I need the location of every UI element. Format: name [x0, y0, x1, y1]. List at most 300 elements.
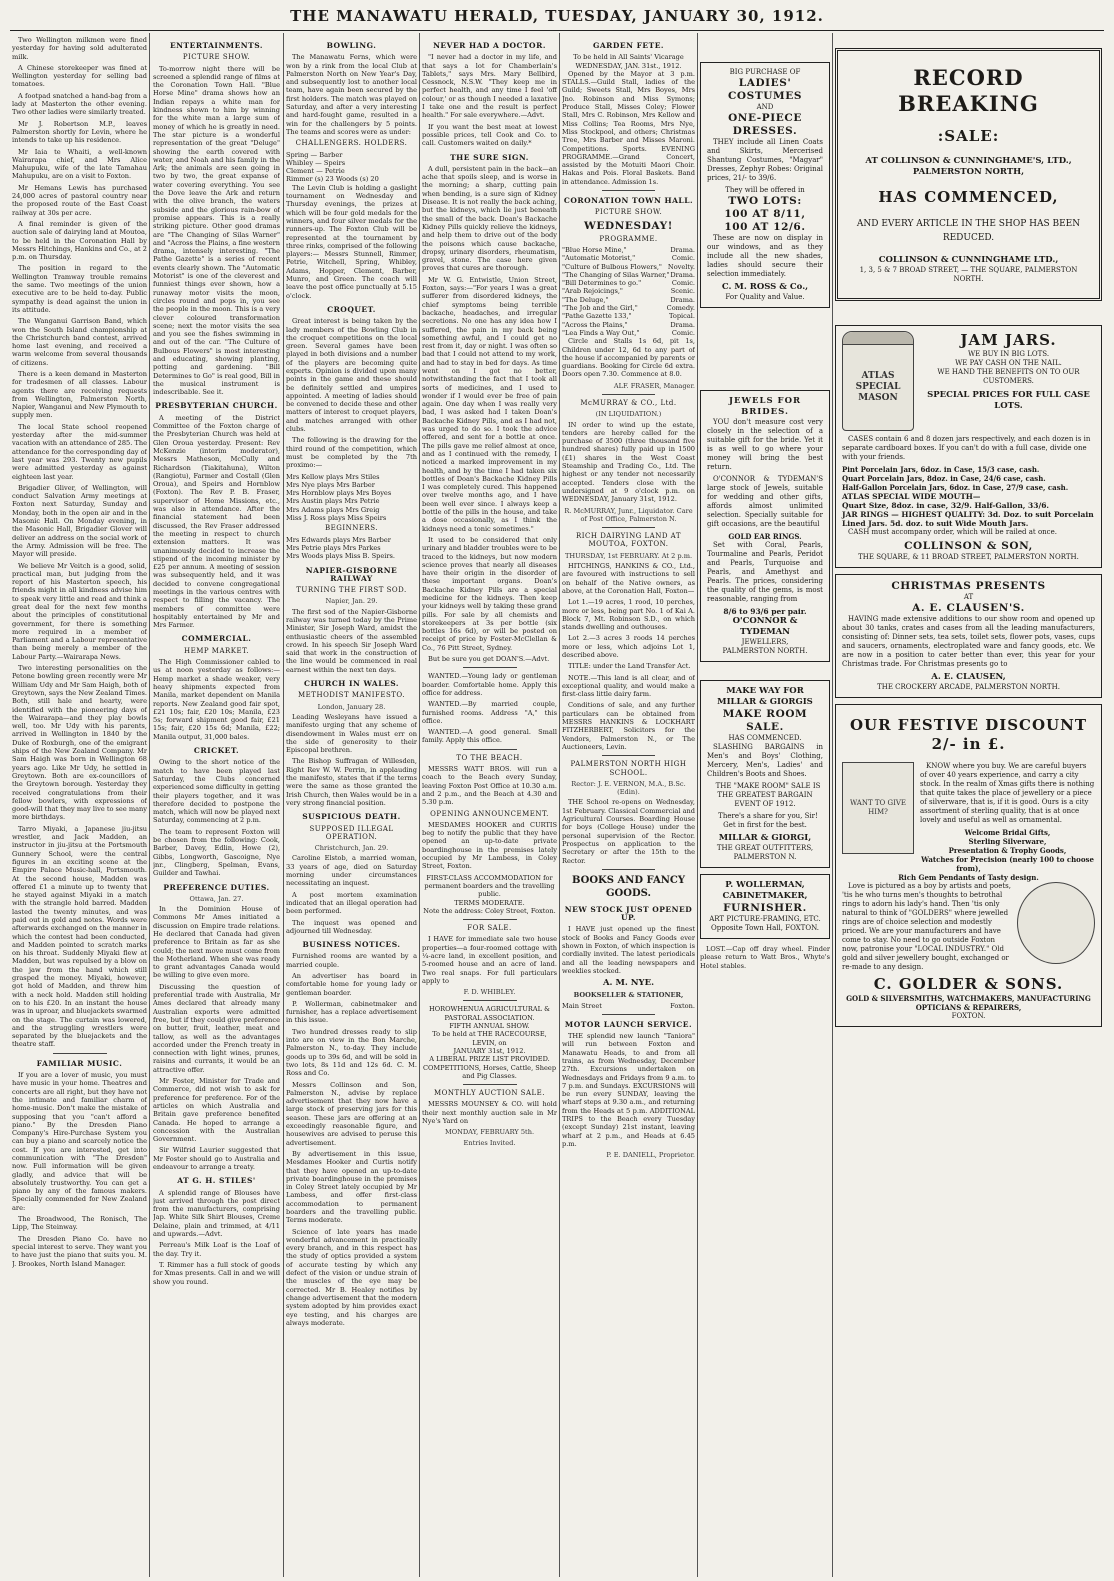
festive-discount-title: OUR FESTIVE DISCOUNT 2/- in £.: [849, 716, 1088, 753]
text-line: FIRST-CLASS ACCOMMODATION for permanent boarders and the travelling public.: [424, 873, 555, 899]
programme-item: [562, 304, 695, 312]
christmas-at: AT: [963, 593, 974, 601]
text-block: [286, 473, 417, 523]
ross-tagline: For Quality and Value.: [725, 293, 805, 301]
text-line: Conditions of sale, and any further particulars can be obtained from MESSRS HANKINS & LOCKHART FITZHERBERT, Solicitors for the Vendors, Palmerston N., or The Auctioneers, Levin.: [562, 701, 695, 751]
news-paragraph: Tarro Miyaki, a Japanese jiu-jitsu wrestler, and Jack Madden, an instructor in jiu-jitsu at the Portsmouth Gunnery School, were the central figures in an exciting scene at the Empire Palace Music-hall, Portsmouth. At the second house, Madden was offered £1 a minute up to twenty that he stayed against Miyaki in a match with the strangle hold barred. Madden lasted the twenty minutes, and was paid out in gold and notes. Words were afterwards exchanged on the manner in which the contest had been conducted, and Madden pointed to scratch marks on his throat. Suddenly Miyaki flew at Madden, but was repulsed by a blow on the jaw from the hand which still grasped the money. Miyaki, however, got hold of Madden, and threw him with a neck hold. Madden still holding on to his £20. In an instant the house was in uproar, and bluejackets swarmed on the stage. The curtain was lowered, and the struggling wrestlers were separated by the bluejackets and the theatre staff.: [12, 824, 147, 1049]
millar-giorgi-advert: [700, 680, 830, 868]
text-block: [286, 184, 417, 300]
jar-rings: JAR RINGS — HIGHEST QUALITY: 3d. Doz. to suit Porcelain Lined Jars. 5d. doz. to suit Wide Mouth Jars.: [842, 510, 1094, 528]
auction-date: MONDAY, FEBRUARY 5th.: [444, 1128, 535, 1137]
jewels-heading: JEWELS FOR BRIDES.: [728, 396, 802, 417]
news-paragraph: Mr Iaia te Whaiti, a well-known Wairarapa chief, and Mrs Alice Mahupuku, wife of the late Tamahau Mahupuku, are on a visit to Foxton.: [12, 147, 147, 181]
text-line: Science of late years has made wonderful advancement in practically every branch, and in this respect has the study of optics provided a system of accurate testing by which any defect of the vision or undue strain of the muscles of the eye may be corrected. Mr B. Healey notifies by change advertisement that the modern system adopted by him provides exact eye testing, and his charges are always moderate.: [286, 1227, 417, 1327]
text-line: Two hundred dresses ready to slip into are on view in the Bon Marche, Palmerston N., to-day. They include goods up to 39s 6d, and will be sold in two lots, 8s 11d and 12s 6d. C. M. Ross and Co.: [286, 1027, 417, 1078]
programme-genre: Drama.: [670, 245, 695, 254]
dateline: Christchurch, Jan. 29.: [314, 844, 389, 853]
jewels-rings: GOLD EAR RINGS.: [728, 532, 802, 541]
text-line: Lot 2.—3 acres 3 roods 14 perches more or less, which adjoins Lot 1, described above.: [562, 634, 695, 659]
jam-jars-text: CASES contain 6 and 8 dozen jars respectively, and each dozen is in separate cardboard boxes. If you can't do with a full case, divide one with your friends.: [842, 435, 1091, 461]
clausen-address: THE CROCKERY ARCADE, PALMERSTON NORTH.: [877, 683, 1060, 691]
dairying-land-heading: RICH DAIRYING LAND AT MOUTOA, FOXTON.: [575, 532, 682, 549]
ross-title: LADIES' COSTUMES: [727, 77, 803, 102]
text-line: The following is the drawing for the third round of the competition, which must be completed by the 7th proximo:—: [286, 436, 417, 470]
column-4: [422, 36, 557, 1574]
commercial-heading: COMMERCIAL.: [181, 634, 252, 644]
programme-item: [562, 271, 695, 279]
make-room-title: MAKE ROOM SALE.: [722, 708, 808, 733]
text-block: [422, 672, 557, 744]
gift-vignette: [842, 762, 914, 854]
cricket-heading: CRICKET.: [193, 746, 240, 756]
text-line: COMPETITIONS, Horses, Cattle, Sheep and Pig Classes.: [422, 1063, 557, 1080]
text-block: [286, 952, 417, 1327]
text-block: [153, 758, 280, 877]
motor-launch-text: THE splendid new launch "Taniora" will run between Foxton and Manawatu Heads, to and from all trains, as from Wednesday, December 27th. Excursions undertaken on Wednesdays and Fridays from 9 a.m. to 7 p.m. and Sundays. EXCURSIONS will be run every SUNDAY, leaving the wharf steps at 9.30 a.m., and returning from the Heads at 5 p.m. ADDITIONAL TRIPS to the Beach every Tuesday (except Sunday) 21st instant, leaving wharf at 2 p.m., and Heads at 6.45 p.m.: [562, 1032, 695, 1148]
text-block: [286, 713, 417, 807]
golder-advert: [835, 704, 1102, 1027]
programme-genre: Topical.: [668, 312, 695, 321]
text-block: [562, 53, 695, 70]
text-line: But be sure you get DOAN'S.—Advt.: [428, 655, 550, 664]
programme-item: [562, 254, 695, 262]
christmas-presents-title: CHRISTMAS PRESENTS: [891, 580, 1046, 592]
column-divider: [559, 33, 560, 1577]
opening-text: MESDAMES HOOKER and CURTIS beg to notify the public that they have opened an up-to-date private boardinghouse in the premises lately occupied by Mr Lambess, in Coley Street, Foxton.: [422, 820, 557, 871]
news-paragraph: A final reminder is given of the auction sale of dairying land at Moutoa, to be held in the Coronation Hall by Messrs Hitchings, Hankins and Co., at 2 p.m. on Thursday.: [12, 219, 147, 262]
wollerman-cabinetmaker: CABINETMAKER,: [722, 891, 808, 901]
text-line: Mrs Hornblow plays Mrs Boyes: [286, 489, 392, 498]
jam-jars-title: JAM JARS.: [960, 331, 1057, 349]
golder-name: C. GOLDER & SONS.: [873, 975, 1064, 993]
ross-title-2: ONE-PIECE DRESSES.: [728, 112, 802, 137]
text-line: Quart Porcelain Jars, 8doz. in Case, 24/6 case, cash.: [842, 474, 1046, 483]
programme-title: "The Changing of Silas Warner,": [562, 270, 670, 279]
text-line: Rich Gem Pendants of Tasty design.: [898, 873, 1039, 882]
text-line: To be held in All Saints' Vicarage: [573, 53, 684, 62]
jar-cash-note: CASH must accompany order, which will be railed at once.: [848, 528, 1057, 536]
news-paragraph: The local State school reopened yesterday after the mid-summer vacation with an attendance of 285. The attendance for the corresponding day of last year was 293. Twenty new pupils were admitted yesterday as against eighteen last year.: [12, 422, 147, 481]
text-line: Furnished rooms are wanted by a married couple.: [286, 952, 417, 969]
programme-genre: Scenic.: [670, 287, 695, 296]
text-line: Discussing the question of preferential trade with Australia, Mr Ames declared that already many Australian exports were admitted free, but if they could give preference on butter, fruit, leather, meat and tallow, as well as the advantages accorded under the French treaty in connection with light wines, prunes, raisins and currants, it would be an attractive offer.: [153, 982, 280, 1074]
garden-fete-heading: GARDEN FETE.: [592, 41, 665, 50]
golder-address: FOXTON.: [951, 1012, 986, 1020]
preference-duties-heading: PREFERENCE DUTIES.: [163, 882, 270, 892]
text-line: Presentation & Trophy Goods,: [948, 846, 1067, 855]
record-has-commenced: HAS COMMENCED,: [878, 188, 1059, 206]
ross-text-2: These are now on display in our windows, and as they include all the new shades, ladies should secure their selection immediately.: [707, 234, 823, 278]
text-line: WEDNESDAY, JAN. 31st., 1912.: [575, 61, 682, 70]
ross-name: C. M. ROSS & Co.,: [721, 282, 809, 292]
text-line: Mrs Edwards plays Mrs Barber: [286, 535, 391, 544]
text-line: WE HAND THE BENEFITS ON TO OUR CUSTOMERS.: [937, 368, 1080, 385]
text-line: NOTE.—This land is all clear, and of exceptional quality, and would make a first-class little dairy farm.: [562, 673, 695, 699]
atlas-heading: ATLAS SPECIAL WIDE MOUTH—: [842, 492, 981, 501]
text-line: To-morrow night there will be screened a splendid range of films at the Coronation Town Hall. "Blue Horse Mine" drama shows how an Indian repays a white man for kindness shown to him by winning for the white man a large sum of money of which he is greatly in need. The star picture is a wonderful representation of the great "Deluge" showing the earth covered with water, and Noah and his family in the Ark; the animals are seen going in two by two, the great expanse of water covering everything. You see the Dove leave the Ark and return with the olive branch, the waters subside and the glorious rain-bow of promise appears. This is a really striking picture. Other good dramas are "The Changing of Silas Warner" and "Across the Plains, a fine western drama, intensely interesting. "The Pathe Gazette" is a series of recent events clearly shown. The "Automatic Motorist" is one of the cleverest and funniest things ever shown, how a runaway motor visits the moon, circles round and pops in, you see the people in the moon. This is a very clever coloured transformation scene; next the motor visits the sea and you see the fishes swimming in and out of the car. "The Culture of Bulbous Flowers" is most interesting and educating, showing planting, potting and gardening. "Bill Determines to Go" is real good, Bill in the musical instrument is indescribable. See it.: [153, 64, 280, 397]
ross-two-lots: TWO LOTS:: [728, 195, 802, 207]
text-line: Pint Porcelain Jars, 6doz. in Case, 15/3 case, cash.: [842, 465, 1040, 474]
motor-launch-heading: MOTOR LAUNCH SERVICE.: [564, 1019, 693, 1029]
jewels-name: O'CONNOR & TYDEMAN: [732, 616, 798, 637]
text-line: Sterling Silverware,: [968, 837, 1047, 846]
text-line: Perreau's Milk Loaf is the Loaf of the day. Try it.: [153, 1241, 280, 1258]
text-line: FIFTH ANNUAL SHOW.: [449, 1022, 530, 1031]
text-block: [286, 53, 417, 136]
text-line: By advertisement in this issue, Mesdames Hooker and Curtis notify that they have opened an up-to-date private boardinghouse in the premises in Coley Street lately occupied by Mr Lambess, and offer first-class accommodation to permanent boarders and the travelling public. Terms moderate.: [286, 1149, 417, 1225]
text-block: [562, 598, 695, 659]
golder-trade: GOLD & SILVERSMITHS, WATCHMAKERS, MANUFACTURING OPTICIANS & REPAIRERS,: [846, 994, 1091, 1012]
festive-text: KNOW where you buy. We are careful buyers of over 40 years experience, and carry a city stock. In the realm of Xmas gifts there is nothing that quite takes the place of jewellery or a piece of silverware, that is, if it is good. Ours is a city assortment of sterling quality, that is at once lovely and useful as well as ornamental.: [920, 762, 1095, 824]
collinson-son-name: COLLINSON & SON,: [904, 540, 1033, 552]
news-paragraph: The Wanganui Garrison Band, which won the South Island championship at the Christchurch band contest, arrived home last evening, and received a warm welcome from several thousands of citizens.: [12, 317, 147, 367]
text-block: [422, 53, 557, 147]
liquidation-signature: R. McMURRAY, Junr., Liquidator. Care of Post Office, Palmerston N.: [564, 506, 693, 523]
column-2: [153, 36, 280, 1574]
wollerman-advert: [700, 874, 830, 939]
clausen-name: A. E. CLAUSEN'S.: [912, 602, 1025, 614]
news-paragraph: Mr J. Robertson M.P., leaves Palmerston shortly for Levin, where he intends to take up his residence.: [12, 119, 147, 145]
text-line: TITLE: under the Land Transfer Act.: [568, 662, 691, 671]
text-line: WANTED.—A good general. Small family. Apply this office.: [422, 728, 557, 745]
ross-text: THEY include all Linen Coats and Skirts, Mercerised Shantung Costumes, "Magyar" Dresses, Zephyr Robes: Original prices, 21/- to 39/6.: [707, 138, 823, 182]
ross-lot-2: 100 AT 12/6.: [724, 221, 806, 233]
text-line: A post mortem examination indicated that an illegal operation had been performed.: [286, 890, 417, 916]
text-line: Mrs Adams plays Mrs Greig: [286, 505, 380, 514]
make-room-text: SLASHING BARGAINS in Men's and Boys' Clothing, Mercery, Men's, Ladies' and Children's Boots and Shoes.: [707, 743, 823, 778]
methodist-subheading: METHODIST MANIFESTO.: [298, 691, 405, 700]
text-line: If you want the best meat at lowest possible prices, tell Cook and Co. to call. Customers waited on daily.*: [422, 122, 557, 148]
jam-jars-special: SPECIAL PRICES FOR FULL CASE LOTS.: [927, 390, 1090, 411]
text-block: [286, 151, 417, 184]
text-block: [286, 317, 417, 469]
programme-genre: Novelty.: [667, 262, 695, 271]
music-paragraph: The Broadwood, The Ronisch, The Lipp, The Steinway.: [12, 1215, 147, 1232]
text-block: [562, 662, 695, 751]
record-address: 1, 3, 5 & 7 BROAD STREET, — THE SQUARE, PALMERSTON NORTH.: [859, 266, 1078, 283]
programme-heading: PROGRAMME.: [599, 234, 658, 243]
garden-fete-text: Opened by the Mayor at 3 p.m. STALLS.—Guild Stall, ladies of the Guild; Sweets Stall, Mrs Boyes, Mrs Jno. Robinson and Miss Symons; Produce Stall, Misses Coley; Flower Stall, Mrs C. Robinson, Mrs Kellow and Miss Collins; Tea Rooms, Mrs Nye, Miss Stockpool, and others; Christmas Tree, Mrs Barber and Misses Maroni. Competitions. Sports. EVENING PROGRAMME.—Grand Concert, assisted by the Motuiti Maori Choir. Hakas and Pois. Floral Baskets. Band in attendance. Admission 1s.: [562, 69, 695, 186]
programme-item: [562, 287, 695, 295]
coronation-hall-heading: CORONATION TOWN HALL.: [563, 196, 694, 206]
text-line: Clement — Petrie: [286, 167, 345, 176]
programme-title: "Lea Finds a Way Out,": [562, 328, 640, 337]
programme-item: [562, 312, 695, 320]
column-divider: [283, 33, 284, 1577]
high-school-text: THE School re-opens on Wednesday, 1st February. Classical Commercial and Agricultural Courses. Boarding House for boys (College House) under the personal supervision of the Rector. Prospectus on application to the Secretary or after the 15th to the Rector.: [562, 798, 695, 865]
text-line: Mr Foster, Minister for Trade and Commerce, did not wish to ask for preference for preference. For of the articles on which Australia and Britain gave preference benefited Canada. He hoped to arrange a concession with the Australian Government.: [153, 1077, 280, 1144]
programme-genre: Drama.: [670, 270, 695, 279]
text-line: Messrs Collinson and Son, Palmerston N., advise by replace advertisement that they now have a large stock of preserving jars for this season. These jars are offering at an exceedingly reasonable figure, and housewives are advised to peruse this advertisement.: [286, 1080, 417, 1147]
text-block: [153, 905, 280, 1171]
books-subheading: NEW STOCK JUST OPENED UP.: [564, 904, 693, 923]
text-line: Watches for Precision (nearly 100 to choose from),: [921, 855, 1094, 873]
text-line: Mrs Nye plays Mrs Barber: [286, 480, 375, 489]
ross-small-heading: BIG PURCHASE OF: [729, 68, 801, 76]
jewels-address: PALMERSTON NORTH.: [722, 647, 808, 655]
bowling-heading: BOWLING.: [326, 41, 377, 50]
column-3: [286, 36, 417, 1574]
text-line: Welcome Bridal Gifts,: [964, 828, 1051, 837]
coronation-prices: Circle and Stalls 1s 6d, pit 1s, Children under 12, 6d to any part of the house if accompanied by parents or guardians. Booking for Circle 6d extra. Doors open 7.30. Commence at 8.0.: [562, 337, 695, 379]
auction-text: MESSRS MOUNSEY & CO. will hold their next monthly auction sale in Mr Nye's Yard on: [422, 1100, 557, 1126]
programme-title: "Blue Horse Mine,": [562, 245, 627, 254]
programme-title: "Culture of Bulbous Flowers,": [562, 262, 662, 271]
programme-genre: Drama.: [670, 295, 695, 304]
record-every-article: AND EVERY ARTICLE IN THE SHOP HAS BEEN REDUCED.: [856, 219, 1081, 243]
record-breaking-advert: [835, 48, 1102, 301]
news-paragraph: Brigadier Gliver, of Wellington, will conduct Salvation Army meetings at Foxton next Saturday, Sunday and Monday, both in the open air and in the Masonic Hall. On Monday evening, in the Masonic Hall, Brigadier Glover will deliver an address on the social work of the Army. Admission will be free. The Mayor will preside.: [12, 483, 147, 559]
text-block: [153, 65, 280, 397]
text-line: WE BUY IN BIG LOTS.: [967, 350, 1050, 358]
text-line: Miss J. Ross plays Miss Speirs: [286, 514, 387, 523]
programme-item: [562, 263, 695, 271]
bowling-table-header: CHALLENGERS. HOLDERS.: [295, 139, 408, 148]
liquidation-sub: (IN LIQUIDATION.): [595, 410, 662, 419]
programme-item: [562, 279, 695, 287]
liquidation-text: IN order to wind up the estate, tenders are hereby called for the purchase of 3500 (three thousand five hundred shares) fully paid up in 1500 (£1) shares in the West Coast Steamship and Trading Co., Ltd. The highest or any tender not necessarily accepted. Tenders close with the undersigned at 9 o'clock p.m. on WEDNESDAY, January 31st, 1912.: [562, 420, 695, 504]
news-paragraph: Two Wellington milkmen were fined yesterday for having sold adulterated milk.: [12, 36, 147, 61]
wednesday-title: WEDNESDAY!: [584, 219, 673, 232]
text-line: Mrs Petrie plays Mrs Parkes: [286, 543, 381, 552]
hemp-market-subheading: HEMP MARKET.: [183, 646, 249, 655]
high-school-rector: Rector: J. E. VERNON, M.A., B.Sc. (Edin).: [571, 779, 686, 797]
programme-title: "Pathe Gazette 133,": [562, 312, 632, 321]
jar-illustration: [842, 331, 914, 431]
text-line: Note the address: Coley Street, Foxton.: [423, 906, 556, 915]
text-block: [153, 414, 280, 630]
dateline: Ottawa, Jan. 27.: [189, 894, 244, 903]
programme-item: [562, 321, 695, 329]
text-line: Sir Wilfrid Laurier suggested that Mr Foster should go to Australia and endeavour to arrange a treaty.: [153, 1146, 280, 1171]
make-room-text-3: There's a share for you, Sir! Get in first for the best.: [718, 812, 818, 829]
festive-text-2: Love is pictured as a boy by artists and poets, 'tis he who turns men's thoughts to betrothal rings to adorn his lady's hand. Then 'tis only natural to think of "GOLDERS" where jewelled rings are of choice selection and modestly priced. We are your manufacturers and have come to stay. No need to go outside Foxton now, patronise your "LOCAL INDUSTRY." Old gold and silver jewellery bought, exchanged or re-made to any design.: [842, 882, 1011, 971]
jewels-text: YOU don't measure cost very closely in the selection of a suitable gift for the bride. Yet it is as well to go where your money will bring the best return.: [707, 418, 823, 471]
dairying-land-text: HITCHINGS, HANKINS & CO., Ltd., are favoured with instructions to sell on behalf of the Native owners, as above, at the Coronation Hall, Foxton—: [562, 562, 695, 595]
programme-genre: Drama.: [670, 320, 695, 329]
clausen-advert: [835, 574, 1102, 698]
text-line: Spring — Barber: [286, 150, 343, 159]
masthead-rule: [10, 30, 1104, 31]
lost-notice: LOST.—Cap off dray wheel. Finder please return to Watt Bros., Whyte's Hotel stables.: [700, 945, 830, 970]
dateline: London, January 28.: [317, 702, 386, 711]
atlas-prices: Quart Size, 8doz. in case, 32/9. Half-Gallon, 33/6.: [842, 501, 1050, 510]
programme-item: [562, 329, 695, 337]
record-breaking-title: RECORD BREAKING: [898, 65, 1039, 116]
text-block: [153, 658, 280, 741]
books-street: Main Street: [562, 1001, 602, 1010]
text-line: Mrs Austin plays Mrs Petrie: [286, 497, 380, 506]
text-line: Lot 1.—19 acres, 1 rood, 10 perches, more or less, being part No. 1 of Kai A. Block 7, Mt. Robinson S.D., on which stands dwelling and outhouses.: [562, 598, 695, 632]
books-heading: BOOKS AND FANCY GOODS.: [571, 874, 686, 899]
column-divider: [832, 33, 833, 1577]
text-line: Leading Wesleyans have issued a manifesto urging that any scheme of disendowment in Wales must err on the side of generosity to their Episcopal brethren.: [286, 712, 417, 755]
text-block: [422, 874, 557, 915]
cupid-vignette: [1017, 882, 1095, 964]
text-line: A dull, persistent pain in the back—an ache that spoils sleep, and is worse in the morning; a sharp, cutting pain when bending, is a sure sign of Kidney Disease. It is not really the back aching, but the kidneys, which lie just beneath the small of the back. Doan's Backache Kidney Pills quickly relieve the kidneys, and help them to drive out of the body the poisons which cause backache, dropsy, urinary disorders, rheumatism, gravel, stone. The case here given proves that cures are thorough.: [422, 164, 557, 273]
text-line: WANTED.—By married couple, furnished rooms. Address "A," this office.: [422, 700, 557, 725]
programme-genre: Comedy.: [666, 304, 695, 313]
make-room-text-2: THE "MAKE ROOM" SALE IS THE GREATEST BARGAIN EVENT OF 1912.: [715, 782, 821, 808]
text-line: An advertiser has board in comfortable home for young lady or gentleman boarder.: [286, 971, 417, 997]
text-block: [286, 536, 417, 561]
railway-heading: NAPIER-GISBORNE RAILWAY: [305, 565, 398, 583]
masthead: THE MANAWATU HERALD, TUESDAY, JANUARY 30, 1912.: [290, 7, 824, 25]
column-divider: [697, 33, 698, 1577]
railway-subheading: TURNING THE FIRST SOD.: [296, 586, 407, 595]
programme-title: "The Deluge,": [562, 295, 609, 304]
text-line: Mr W. G. Entwistle, Union Street, Foxton, says:—"For years I was a great sufferer from disordered kidneys, the chief symptoms being terrible backache, headaches, and irregular secretions. No one has any idea how I suffered, the pain in my back being something awful, and I could get no rest from it, day or night. I was often so bad that I could not attend to my work, and had to stay in bed for days. As time went on I got no better, notwithstanding the fact that I took all sorts of medicines, and I used to wonder if I would ever be free of pain again. One day when I was really very bad, I was asked had I taken Doan's Backache Kidney Pills, and as I had not, was urged to do so. I took the advice offered, and sent for a bottle at once. The pills gave me relief almost at once, and as I continued with the remedy, I noticed a marked improvement in my health, and by the time I had taken six bottles of Doan's Backache Kidney Pills I was completely cured. This happened over twelve months ago, and I have been well ever since. I always keep a bottle of the pills in the house, and take a dose occasionally, as I think the kidneys need a tonic sometimes.": [422, 275, 557, 533]
programme-title: "Arab Rejoicings,": [562, 287, 623, 296]
clausen-text: HAVING made extensive additions to our show room and opened up about 30 tanks, crates and cases from all the leading manufacturers, consisting of: Dinner sets, tea sets, toilet sets, flower pots, vases, cups and saucers, ornaments, electroplated ware and fancy goods, etc. We are now in a position to cater better than ever, this year for your Christmas trade. For Christmas presents go to: [842, 615, 1095, 668]
picture-show-subheading: PICTURE SHOW.: [182, 53, 251, 62]
make-room-commenced: HAS COMMENCED.: [728, 734, 802, 742]
jewels-text-2: O'CONNOR & TYDEMAN'S large stock of Jewels, suitable for wedding and other gifts, affords almost unlimited selection. Specially suitable for gift occasions, are the beautiful: [707, 475, 823, 528]
text-line: T. Rimmer has a full stock of goods for Xmas presents. Call in and we will show you round.: [153, 1260, 280, 1286]
business-notices-heading: BUSINESS NOTICES.: [302, 940, 401, 950]
text-line: The High Commissioner cabled to us at noon yesterday as follows:—Hemp market a shade weaker, very heavy shipments expected from Manila, market dependent on Manila reports. New Zealand good fair spot, £21 10s; fair, £20 10s; Manila, £23 5s; forward shipment good fair, £21 15s; fair, £20 15s 6d; Manila, £22; Manila output, 31,000 bales.: [153, 658, 280, 741]
column-1: [12, 36, 147, 1574]
programme-item: [562, 296, 695, 304]
news-paragraph: A footpad snatched a hand-bag from a lady at Masterton the other evening. Two other ladies were similarly treated.: [12, 91, 147, 117]
ross-lot-1: 100 AT 8/11,: [724, 208, 806, 220]
text-line: A meeting of the District Committee of the Foxton charge of the Presbyterian Church was held at Glen Oroua yesterday. Present: Rev McKenzie (interim moderator), Messrs Matheson, McCully and Richardson (Tiakitahuna), Wilton (Rangiotu), Farmer and Costall (Glen Oroua), and Speirs and Hornblow (Foxton). The Rev P. B. Fraser, supervisor of Home Missions, etc., was also in attendance. After the financial statement had been discussed, the Rev Fraser addressed the meeting in respect to church extension matters. It was unanimously decided to increase the stipend of the incoming minister by £25 per annum. A meeting of session was subsequently held, and it was decided to convene congregational meetings in the various centres with respect to filling the vacancy. The members of committee were hospitably entertained by Mr and Mrs Farmer.: [153, 413, 280, 630]
beach-heading: TO THE BEACH.: [456, 753, 523, 762]
wollerman-name: P. WOLLERMAN,: [725, 880, 805, 890]
news-paragraph: The position in regard to the Wellington Tramway trouble remains the same. Two meetings of the union executive are to be held to-day. Public sympathy is dead against the union in its attitude.: [12, 264, 147, 314]
for-sale-heading: FOR SALE.: [467, 924, 512, 933]
column-6: [700, 36, 830, 1574]
text-line: TERMS MODERATE.: [454, 898, 525, 907]
column-divider: [419, 33, 420, 1577]
record-sale-title: :SALE:: [937, 127, 1000, 145]
news-paragraph: There is a keen demand in Masterton for tradesmen of all classes. Labour agents there are receiving requests from Wellington, Palmerston North, Napier, Wanganui and New Plymouth to supply men.: [12, 369, 147, 420]
dairying-land-date: THURSDAY, 1st FEBRUARY. At 2 p.m.: [564, 551, 693, 560]
jewels-advert: [700, 390, 830, 662]
high-school-heading: PALMERSTON NORTH HIGH SCHOOL.: [570, 760, 687, 777]
clausen-signature: A. E. CLAUSEN,: [931, 672, 1006, 682]
text-line: Whibley — Speirs: [286, 158, 346, 167]
text-line: The team to represent Foxton will be chosen from the following: Cook, Barber, Davey, Edlin, Howe (2), Gibbs, Longworth, Gascoigne, Nye jnr., Clingberg, Spelman, Evans, Guilder and Tawhai.: [153, 827, 280, 878]
programme-genre: Comic.: [671, 254, 695, 263]
croquet-heading: CROQUET.: [327, 304, 376, 314]
programme-item: [562, 246, 695, 254]
wollerman-address: Opposite Town Hall, FOXTON.: [711, 924, 819, 932]
wollerman-furnisher: FURNISHER.: [723, 902, 807, 914]
text-line: Caroline Elstob, a married woman, 33 years of age, died on Saturday morning under circumstances necessitating an inquest.: [286, 854, 417, 888]
text-line: To be held at THE RACECOURSE, LEVIN, on: [432, 1030, 547, 1047]
church-wales-heading: CHURCH IN WALES.: [304, 679, 399, 689]
record-at: AT COLLINSON & CUNNINGHAME'S, LTD., PALMERSTON NORTH,: [865, 156, 1072, 177]
text-line: Great interest is being taken by the lady members of the Bowling Club in the croquet competitions on the local green. Several games have been played in both divisions and a number of the players are becoming quite experts. Opinion is divided upon many points in the game and these should be definitely settled and umpires appointed. A meeting of ladies should be convened to decide these and other matters of interest to croquet players, and matches arranged with other clubs.: [286, 317, 417, 434]
news-paragraph: Two interesting personalities on the Petone bowling green recently were Mr William Udy and Mr Sam Haigh, both of Greytown, says the New Zealand Times. Both, still hale and hearty, were identified with the pioneering days of the Wairarapa—and they play bowls well, too. Mr Udy with his parents, arrived in Wellington in 1840 by the Duke of Roxburgh, one of the emigrant ships of the New Zealand Company. Mr Sam Haigh was born in Wellington 68 years ago. Like Mr Udy, he settled in Greytown. Both are ex-councillors of the Greytown borough. Yesterday they received congratulations from their fellow bowlers, with expressions of good-will that they may live to see many more birthdays.: [12, 664, 147, 822]
dateline: Napier, Jan. 29.: [325, 597, 378, 606]
picture-show-subheading: PICTURE SHOW.: [594, 208, 663, 217]
text-line: It used to be considered that only urinary and bladder troubles were to be traced to the kidneys, but now modern science proves that nearly all diseases have their origin in the disorder of these important organs. Doan's Backache Kidney Pills are a special medicine for the kidneys. Then keep your kidneys well by taking these grand pills. For sale by all chemists and storekeepers at 3s per bottle (six bottles 16s 6d), or will be posted on receipt of price by Foster-McClellan & Co., 76 Pitt Street, Sydney.: [422, 535, 557, 652]
programme-title: "Automatic Motorist,": [562, 254, 636, 263]
programme-title: "Across the Plains,": [562, 320, 628, 329]
millar-giorgi-trade: THE GREAT OUTFITTERS,: [716, 844, 814, 852]
illegal-operation-subheading: SUPPOSED ILLEGAL OPERATION.: [309, 824, 394, 841]
news-paragraph: A Chinese storekeeper was fined at Wellington yesterday for selling bad tomatoes.: [12, 63, 147, 89]
liquidation-heading: McMURRAY & CO., Ltd.: [580, 398, 677, 407]
for-sale-text: I HAVE for immediate sale two house properties—a four-roomed cottage with ¼-acre land, in excellent position, and 5-roomed house and an acre of land. Two real snaps. For full particulars apply to: [422, 935, 557, 985]
books-text: I HAVE just opened up the finest stock of Books and Fancy Goods ever shown in Foxton, of which inspection is cordially invited. The latest periodicals and all the leading newspapers and weeklies stocked.: [562, 925, 695, 975]
presbyterian-heading: PRESBYTERIAN CHURCH.: [155, 401, 278, 411]
music-paragraph: If you are a lover of music, you must have music in your home. Theatres and concerts are all right, but they have not the intimate and familiar charm of home-music. Don't make the mistake of supposing that you "can't afford a piano." By the Dresden Piano Company's Hire-Purchase System you can buy a piano and scarcely notice the cost. If you are interested, get into communication with "The Dresden" now. Full information will be given gladly, and advice that will be absolutely trustworthy. You can get a piano by any of the famous makers. Specially commended for New Zealand are:: [12, 1071, 147, 1212]
beginners-subheading: BEGINNERS.: [324, 524, 378, 533]
jewels-text-3: Set with Coral, Pearls, Tourmaline and Pearls, Peridot and Pearls, Turquoise and Pearls, and Amethyst and Pearls. The prices, considering the quality of the gems, is most reasonable, ranging from: [707, 541, 823, 603]
programme-title: "Bill Determines to go.": [562, 279, 642, 288]
familiar-music-heading: FAMILIAR MUSIC.: [36, 1058, 123, 1068]
collinson-son-address: THE SQUARE, & 11 BROAD STREET, PALMERSTON NORTH.: [858, 553, 1079, 561]
motor-launch-proprietor: P. E. DANIELL, Proprietor.: [606, 1151, 695, 1160]
text-line: Half-Gallon Porcelain Jars, 6doz. in Case, 27/9 case, cash.: [842, 483, 1069, 492]
text-line: Mrs Woods plays Miss B. Speirs.: [286, 552, 395, 561]
text-block: [286, 608, 417, 674]
text-line: HOROWHENUA AGRICULTURAL & PASTORAL ASSOCIATION.: [429, 1005, 550, 1022]
column-divider: [149, 33, 150, 1577]
programme-genre: Comic.: [671, 279, 695, 288]
text-line: The Bishop Suffragan of Willesden, Right Rev W. W. Perrin, in applauding the manifesto, states that if the terms were the same as those granted the Irish Church, then Wales would be in a very strong financial position.: [286, 757, 417, 807]
coronation-manager: ALF. FRASER, Manager.: [613, 381, 695, 390]
sure-sign-heading: THE SURE SIGN.: [450, 152, 529, 162]
text-line: A splendid range of Blouses have just arrived through the post direct from the manufacturers, comprising Jap. White Silk Shirt Blouses, Creme Delaine, plain and trimmed, at 4/11 and upwards.—Advt.: [153, 1188, 280, 1239]
jar-label: ATLAS SPECIAL MASON: [855, 371, 901, 403]
text-line: A LIBERAL PRIZE LIST PROVIDED.: [429, 1055, 550, 1064]
text-block: [153, 1189, 280, 1286]
text-block: [842, 465, 1095, 492]
record-store-name: COLLINSON & CUNNINGHAME LTD.,: [878, 255, 1059, 265]
never-had-doctor-heading: NEVER HAD A DOCTOR.: [433, 41, 546, 50]
auction-heading: MONTHLY AUCTION SALE.: [433, 1089, 546, 1098]
programme-genre: Comic.: [671, 328, 695, 337]
text-line: Mrs Kellow plays Mrs Stiles: [286, 472, 380, 481]
jewels-trade: JEWELLERS,: [741, 638, 789, 646]
text-block: [422, 165, 557, 664]
make-way-heading: MAKE WAY FOR MILLAR & GIORGIS: [717, 686, 813, 707]
entertainments-heading: ENTERTAINMENTS.: [169, 41, 264, 50]
news-paragraph: We believe Mr Veitch is a good, solid, practical man, but judging from the report of his Masterton speech, his friends might in all kindness advise him to speak very little and read and think a great deal for the next few months about the principles of constitutional government, for there is something more required in a member of Parliament and a Labour representative than being merely a member of the Labour Party.—Wairarapa News.: [12, 561, 147, 661]
books-signature: A. M. NYE.: [602, 978, 655, 989]
text-line: In the Dominion House of Commons Mr Ames initiated a discussion on Empire trade relations. He declared that Canada had given preference to Britain as far as she could; the next move must come from the Motherland. When she was ready to grant advantages Canada would be willing to give even more.: [153, 905, 280, 980]
books-town: Foxton.: [670, 1001, 695, 1010]
stiles-heading: AT G. H. STILES': [177, 1176, 256, 1186]
millar-giorgi-address: PALMERSTON N.: [733, 853, 797, 861]
text-block: [286, 854, 417, 935]
music-paragraph: The Dresden Piano Co. have no special interest to serve. They want you to have just the piano that suits you. M. J. Brookes, North Island Manager.: [12, 1234, 147, 1268]
programme-title: "The Job and the Girl,": [562, 304, 638, 313]
text-line: The Levin Club is holding a gaslight tournament on Wednesday and Thursday evenings, the prizes at which will be four gold medals for the winners, and four silver medals for the runners-up. The Foxton Club will be represented at the tournament by three rinks, comprised of the following players:— Messrs Stunnell, Rimmer, Petrie, Witchell, Spring, Whibley, Adams, Hopper, Clement, Barber, Munro, and Green. The coach will leave the post office punctually at 5.15 o'clock.: [286, 183, 417, 300]
text-line: Rimmer (s) 23 Woods (s) 20: [286, 175, 379, 184]
column-5: [562, 36, 695, 1574]
text-line: The inquest was opened and adjourned till Wednesday.: [286, 918, 417, 935]
ross-offer: They will be offered in: [725, 186, 805, 194]
suspicious-death-heading: SUSPICIOUS DEATH.: [302, 812, 401, 822]
jam-jars-advert: [835, 325, 1102, 568]
text-line: P. Wollerman, cabinetmaker and furnisher, has a replace advertisement in this issue.: [286, 999, 417, 1025]
wollerman-framing: ART PICTURE-FRAMING, ETC.: [709, 915, 821, 923]
text-line: JANUARY 31st, 1912.: [453, 1046, 526, 1055]
auction-footer: Entries Invited.: [463, 1138, 516, 1147]
text-line: WE PAY CASH ON THE NAIL.: [955, 359, 1062, 367]
text-line: Owing to the short notice of the match to have been played last Saturday, the Clubs concerned experienced some difficulty in getting their players together, and it was therefore decided to postpone the match, which will now be played next Saturday, commencing at 2 p.m.: [153, 758, 280, 825]
ross-and: AND: [756, 103, 774, 111]
millar-giorgi-name: MILLAR & GIORGI,: [718, 833, 812, 843]
books-trade: BOOKSELLER & STATIONER,: [573, 991, 684, 1000]
text-line: WANTED.—Young lady or gentleman boarder. Comfortable home. Apply this office for address.: [422, 672, 557, 697]
text-line: "I never had a doctor in my life, and that says a lot for Chamberlain's Tablets," says Mrs. Mary Bellbird, Cessnock, N.S.W. "They keep me in perfect health, and any time I feel 'off colour,' or as though I needed a laxative I take one and the result is perfect health." For sale everywhere.—Advt.: [422, 53, 557, 120]
